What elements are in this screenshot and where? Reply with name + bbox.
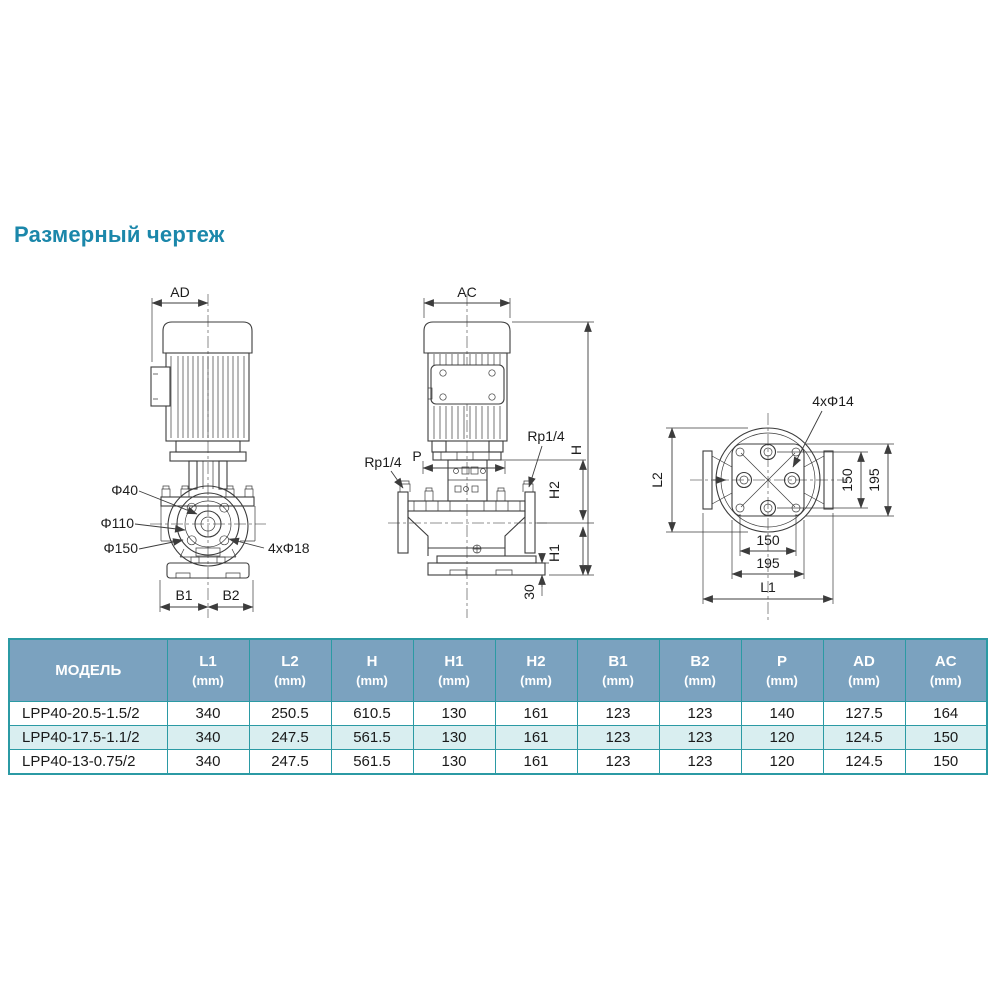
top-view xyxy=(649,393,894,622)
value-cell: 123 xyxy=(659,702,741,726)
dimensions-table xyxy=(8,638,988,775)
value-cell: 161 xyxy=(495,726,577,750)
value-cell: 130 xyxy=(413,750,495,775)
value-cell: 140 xyxy=(741,702,823,726)
pump-top xyxy=(703,428,833,532)
value-cell: 150 xyxy=(905,750,987,775)
value-cell: 123 xyxy=(577,726,659,750)
value-cell: 123 xyxy=(659,726,741,750)
label-phi150: Φ150 xyxy=(103,540,138,556)
value-cell: 161 xyxy=(495,702,577,726)
side-view xyxy=(364,284,594,618)
model-cell: LPP40-20.5-1.5/2 xyxy=(9,702,167,726)
model-cell: LPP40-13-0.75/2 xyxy=(9,750,167,775)
table-row xyxy=(9,726,987,750)
col-header-ad: AD (mm) xyxy=(823,639,905,702)
value-cell: 130 xyxy=(413,702,495,726)
dim-label-195-bottom: 195 xyxy=(756,555,780,571)
dim-label-h2: H2 xyxy=(546,481,562,499)
dim-label-30: 30 xyxy=(521,584,537,600)
pump-side xyxy=(398,481,545,575)
model-cell: LPP40-17.5-1.1/2 xyxy=(9,726,167,750)
dim-label-ac: AC xyxy=(457,284,477,300)
dim-label-150-bottom: 150 xyxy=(756,532,780,548)
value-cell: 150 xyxy=(905,726,987,750)
label-phi110: Φ110 xyxy=(100,515,134,531)
lantern xyxy=(448,460,487,501)
col-header-h: H (mm) xyxy=(331,639,413,702)
col-header-p: P (mm) xyxy=(741,639,823,702)
dim-label-p: P xyxy=(412,448,422,464)
value-cell: 247.5 xyxy=(249,726,331,750)
dim-label-ad: AD xyxy=(170,284,190,300)
value-cell: 610.5 xyxy=(331,702,413,726)
value-cell: 130 xyxy=(413,726,495,750)
dim-label-h: H xyxy=(568,444,584,456)
col-header-l2: L2 (mm) xyxy=(249,639,331,702)
value-cell: 247.5 xyxy=(249,750,331,775)
value-cell: 123 xyxy=(577,702,659,726)
label-4xphi18: 4xΦ18 xyxy=(268,540,310,556)
value-cell: 561.5 xyxy=(331,726,413,750)
col-header-b2: B2 (mm) xyxy=(659,639,741,702)
dim-label-150-right: 150 xyxy=(839,468,855,492)
value-cell: 124.5 xyxy=(823,726,905,750)
value-cell: 127.5 xyxy=(823,702,905,726)
col-header-b1: B1 (mm) xyxy=(577,639,659,702)
page-title: Размерный чертеж xyxy=(14,222,225,247)
value-cell: 561.5 xyxy=(331,750,413,775)
dim-label-b2: B2 xyxy=(222,587,240,603)
col-header-ac: AC (mm) xyxy=(905,639,987,702)
value-cell: 124.5 xyxy=(823,750,905,775)
label-rp14-right: Rp1/4 xyxy=(527,428,565,444)
col-header-h1: H1 (mm) xyxy=(413,639,495,702)
col-header-h2: H2 (mm) xyxy=(495,639,577,702)
value-cell: 340 xyxy=(167,750,249,775)
label-rp14-left: Rp1/4 xyxy=(364,454,402,470)
motor-front xyxy=(151,322,252,489)
value-cell: 161 xyxy=(495,750,577,775)
dim-label-l1: L1 xyxy=(760,579,776,595)
value-cell: 120 xyxy=(741,750,823,775)
table-row xyxy=(9,702,987,726)
dim-label-b1: B1 xyxy=(175,587,193,603)
dim-label-h1: H1 xyxy=(546,544,562,562)
label-phi40: Φ40 xyxy=(111,482,138,498)
value-cell: 340 xyxy=(167,726,249,750)
value-cell: 250.5 xyxy=(249,702,331,726)
col-header-l1: L1 (mm) xyxy=(167,639,249,702)
value-cell: 123 xyxy=(659,750,741,775)
front-view xyxy=(101,284,310,618)
table-row xyxy=(9,750,987,775)
label-4xphi14: 4xΦ14 xyxy=(812,393,854,409)
dim-label-l2: L2 xyxy=(649,472,665,488)
table-header-row xyxy=(9,639,987,702)
dim-label-195-right: 195 xyxy=(866,468,882,492)
value-cell: 123 xyxy=(577,750,659,775)
value-cell: 120 xyxy=(741,726,823,750)
value-cell: 164 xyxy=(905,702,987,726)
value-cell: 340 xyxy=(167,702,249,726)
col-header-model: МОДЕЛЬ xyxy=(9,639,167,702)
